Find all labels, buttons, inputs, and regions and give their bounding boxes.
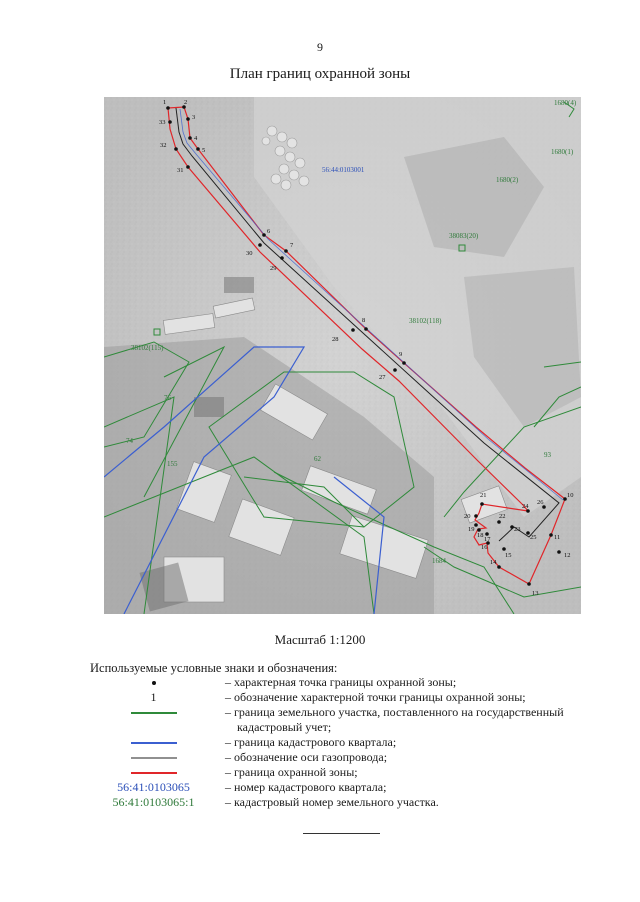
page-title: План границ охранной зоны	[229, 66, 411, 82]
legend-row-zone-border: – граница охранной зоны;	[90, 765, 600, 780]
legend-row-quarter-code: 56:41:0103065 – номер кадастрового квартала;	[117, 780, 387, 794]
point-label-29: 29	[270, 265, 277, 272]
red-line-symbol	[131, 771, 177, 775]
point-6	[262, 233, 266, 237]
parcel-label: 38102(115)	[131, 344, 164, 352]
point-7	[284, 249, 288, 253]
point-label-10: 10	[567, 492, 574, 499]
point-label-11: 11	[554, 534, 561, 541]
quarter-code-symbol: 56:41:0103065	[117, 780, 190, 794]
parcel-label: 1680(4)	[554, 99, 577, 107]
green-line-symbol	[131, 711, 177, 715]
legend-row-gas-axis: – обозначение оси газопровода;	[90, 750, 600, 765]
point-8	[364, 327, 368, 331]
point-30	[258, 243, 262, 247]
point-15	[502, 547, 506, 551]
point-label-33: 33	[159, 119, 166, 126]
point-label-25: 25	[530, 534, 537, 541]
point-label-5: 5	[202, 147, 206, 154]
legend-row-point-number: 1 – обозначение характерной точки границы охранной зоны;	[150, 690, 526, 704]
parcel-label: 93	[544, 451, 551, 459]
point-9	[402, 361, 406, 365]
quarter-label: 56:44:0103001	[322, 166, 365, 174]
point-29	[280, 256, 284, 260]
parcel-label: 1680(1)	[551, 148, 574, 156]
point-label-30: 30	[246, 250, 253, 257]
point-label-12: 12	[564, 552, 571, 559]
point-label-32: 32	[160, 142, 167, 149]
point-19	[474, 523, 478, 527]
scale-label: Масштаб 1:1200	[274, 632, 366, 647]
legend	[90, 675, 600, 810]
point-label-14: 14	[490, 559, 497, 566]
page-number: 9	[317, 40, 323, 54]
point-33	[168, 120, 172, 124]
parcel-label: 74	[126, 437, 133, 445]
point-22	[497, 520, 501, 524]
point-label-15: 15	[505, 552, 512, 559]
point-label-8: 8	[362, 317, 366, 324]
legend-title: Используемые условные знаки и обозначения:	[90, 661, 338, 675]
point-label-28: 28	[332, 336, 339, 343]
point-label-7: 7	[290, 242, 294, 249]
parcel-label: 38083(20)	[449, 232, 479, 240]
point-label-19: 19	[468, 526, 475, 533]
point-label-13: 13	[532, 590, 539, 597]
footer-rule	[303, 833, 380, 834]
point-28	[351, 328, 355, 332]
point-label-2: 2	[184, 99, 188, 106]
parcel-label: 62	[314, 455, 321, 463]
point-3	[186, 117, 190, 121]
blue-line-symbol	[131, 741, 177, 745]
parcel-label: 155	[167, 460, 178, 468]
point-label-3: 3	[192, 114, 196, 121]
point-label-31: 31	[177, 167, 184, 174]
point-label-21: 21	[480, 492, 487, 499]
parcel-code-symbol: 56:41:0103065:1	[112, 795, 195, 809]
point-label-6: 6	[267, 228, 271, 235]
point-12	[557, 550, 561, 554]
point-13	[527, 582, 531, 586]
point-14	[497, 565, 501, 569]
point-label-27: 27	[379, 374, 386, 381]
point-label-18: 18	[477, 532, 484, 539]
map-image	[104, 97, 581, 614]
point-label-1: 1	[163, 99, 167, 106]
point-21	[480, 502, 484, 506]
point-label-17: 17	[484, 536, 491, 543]
parcel-label: 76	[164, 394, 171, 402]
point-11	[549, 533, 553, 537]
point-number-symbol: 1	[150, 690, 157, 704]
parcel-label: 38102(118)	[409, 317, 442, 325]
point-31	[186, 165, 190, 169]
point-label-20: 20	[464, 513, 471, 520]
point-4	[188, 136, 192, 140]
point-label-22: 22	[499, 513, 506, 520]
legend-row-quarter-border: – граница кадастрового квартала;	[90, 735, 600, 750]
point-label-16: 16	[481, 544, 488, 551]
point-20	[474, 514, 478, 518]
point-1	[166, 106, 170, 110]
point-27	[393, 368, 397, 372]
legend-row-parcel-border: – граница земельного участка, поставленного на государственный	[90, 705, 600, 720]
point-5	[196, 147, 200, 151]
black-line-symbol	[131, 756, 177, 760]
legend-row-parcel-border-cont: кадастровый учет;	[237, 720, 332, 734]
point-label-9: 9	[399, 351, 403, 358]
point-label-4: 4	[194, 135, 198, 142]
point-label-24: 24	[522, 503, 529, 510]
parcel-label: 1680(2)	[496, 176, 519, 184]
legend-row-point: – характерная точка границы охранной зоны;	[90, 675, 600, 690]
point-symbol	[152, 681, 156, 685]
parcel-label: 1684	[432, 557, 446, 565]
legend-row-parcel-code: 56:41:0103065:1 – кадастровый номер земельного участка.	[112, 795, 439, 809]
point-32	[174, 147, 178, 151]
point-label-26: 26	[537, 499, 544, 506]
point-label-23: 23	[514, 526, 521, 533]
